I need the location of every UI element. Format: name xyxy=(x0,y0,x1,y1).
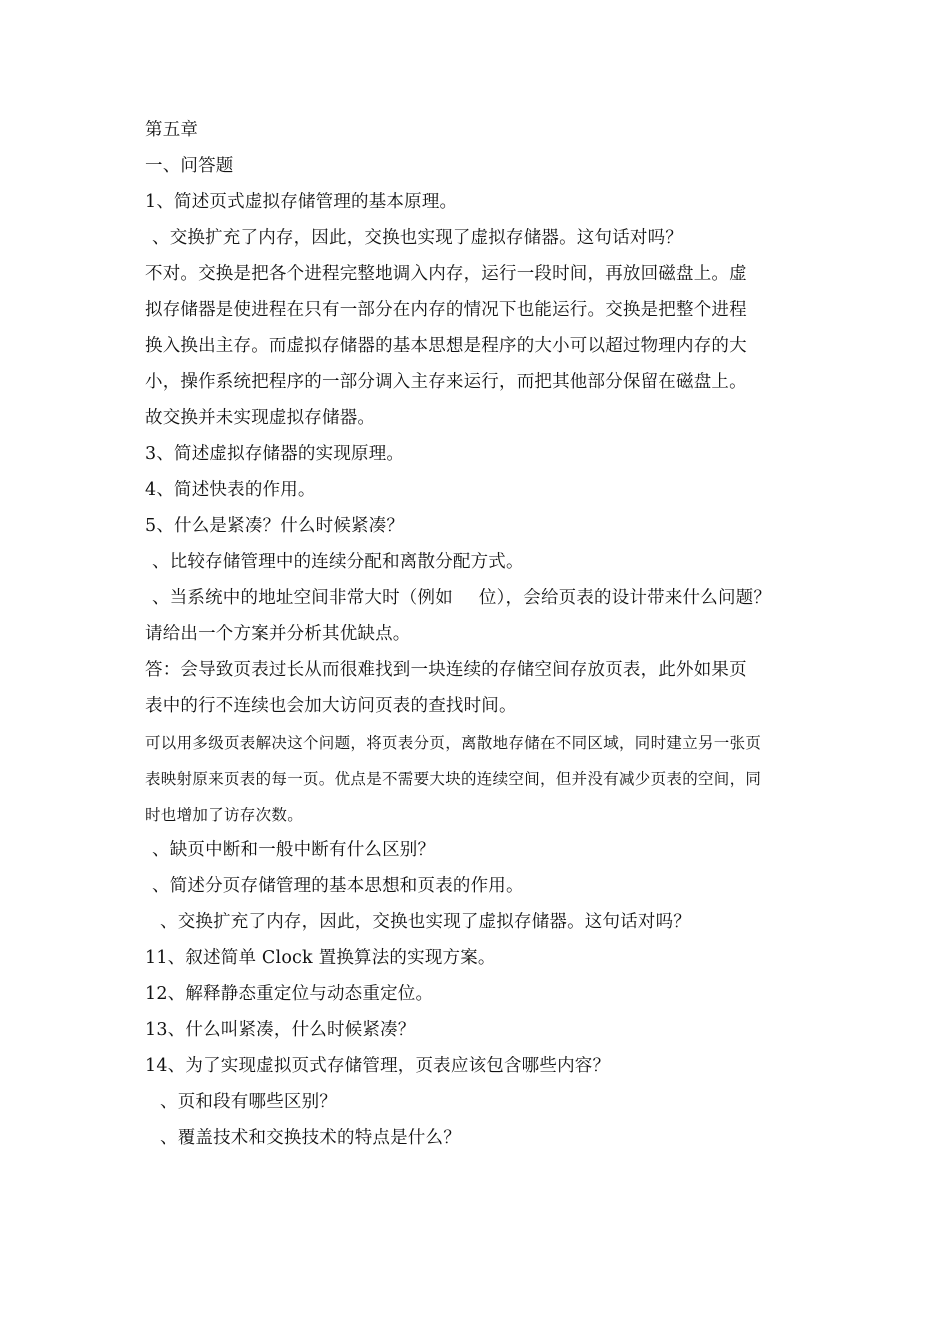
question-1: 1、简述页式虚拟存储管理的基本原理。 xyxy=(145,192,458,212)
question-13: 13、什么叫紧凑，什么时候紧凑？ xyxy=(145,1020,416,1040)
question-10: 、交换扩充了内存，因此，交换也实现了虚拟存储器。这句话对吗？ xyxy=(160,912,691,932)
question-14: 14、为了实现虚拟页式存储管理，页表应该包含哪些内容？ xyxy=(145,1056,611,1076)
answer-2-line-5: 故交换并未实现虚拟存储器。 xyxy=(145,408,376,428)
question-8: 、缺页中断和一般中断有什么区别？ xyxy=(152,840,436,860)
question-7-line-2: 请给出一个方案并分析其优缺点。 xyxy=(145,624,411,644)
question-15: 、页和段有哪些区别？ xyxy=(160,1092,337,1112)
answer-7-line-5: 时也增加了访存次数。 xyxy=(145,806,304,824)
question-7 xyxy=(152,586,771,610)
question-6: 、比较存储管理中的连续分配和离散分配方式。 xyxy=(152,552,524,572)
answer-7-line-2: 表中的行不连续也会加大访问页表的查找时间。 xyxy=(145,696,517,716)
answer-2-line-3: 换入换出主存。而虚拟存储器的基本思想是程序的大小可以超过物理内存的大 xyxy=(145,336,747,356)
question-16: 、覆盖技术和交换技术的特点是什么？ xyxy=(160,1128,461,1148)
chapter-title: 第五章 xyxy=(145,120,199,140)
answer-2-line-2: 拟存储器是使进程在只有一部分在内存的情况下也能运行。交换是把整个进程 xyxy=(145,300,747,320)
question-4: 4、简述快表的作用。 xyxy=(145,480,316,500)
question-9: 、简述分页存储管理的基本思想和页表的作用。 xyxy=(152,876,524,896)
answer-2-line-4: 小，操作系统把程序的一部分调入主存来运行，而把其他部分保留在磁盘上。 xyxy=(145,372,747,392)
question-7-part-1: 、当系统中的地址空间非常大时（例如 xyxy=(152,588,453,608)
question-12: 12、解释静态重定位与动态重定位。 xyxy=(145,984,434,1004)
answer-2-line-1: 不对。交换是把各个进程完整地调入内存，运行一段时间，再放回磁盘上。虚 xyxy=(145,264,747,284)
answer-7-line-1: 答：会导致页表过长从而很难找到一块连续的存储空间存放页表，此外如果页 xyxy=(145,660,747,680)
answer-7-line-3: 可以用多级页表解决这个问题，将页表分页，离散地存储在不同区域，同时建立另一张页 xyxy=(145,734,762,752)
question-11: 11、叙述简单 Clock 置换算法的实现方案。 xyxy=(145,948,496,968)
answer-7-line-4: 表映射原来页表的每一页。优点是不需要大块的连续空间，但并没有减少页表的空间，同 xyxy=(145,770,762,788)
section-heading: 一、问答题 xyxy=(145,156,234,176)
question-7-part-2: 位），会给页表的设计带来什么问题？ xyxy=(478,588,772,608)
question-3: 3、简述虚拟存储器的实现原理。 xyxy=(145,444,405,464)
question-2: 、交换扩充了内存，因此，交换也实现了虚拟存储器。这句话对吗？ xyxy=(152,228,683,248)
question-5: 5、什么是紧凑？什么时候紧凑？ xyxy=(145,516,405,536)
